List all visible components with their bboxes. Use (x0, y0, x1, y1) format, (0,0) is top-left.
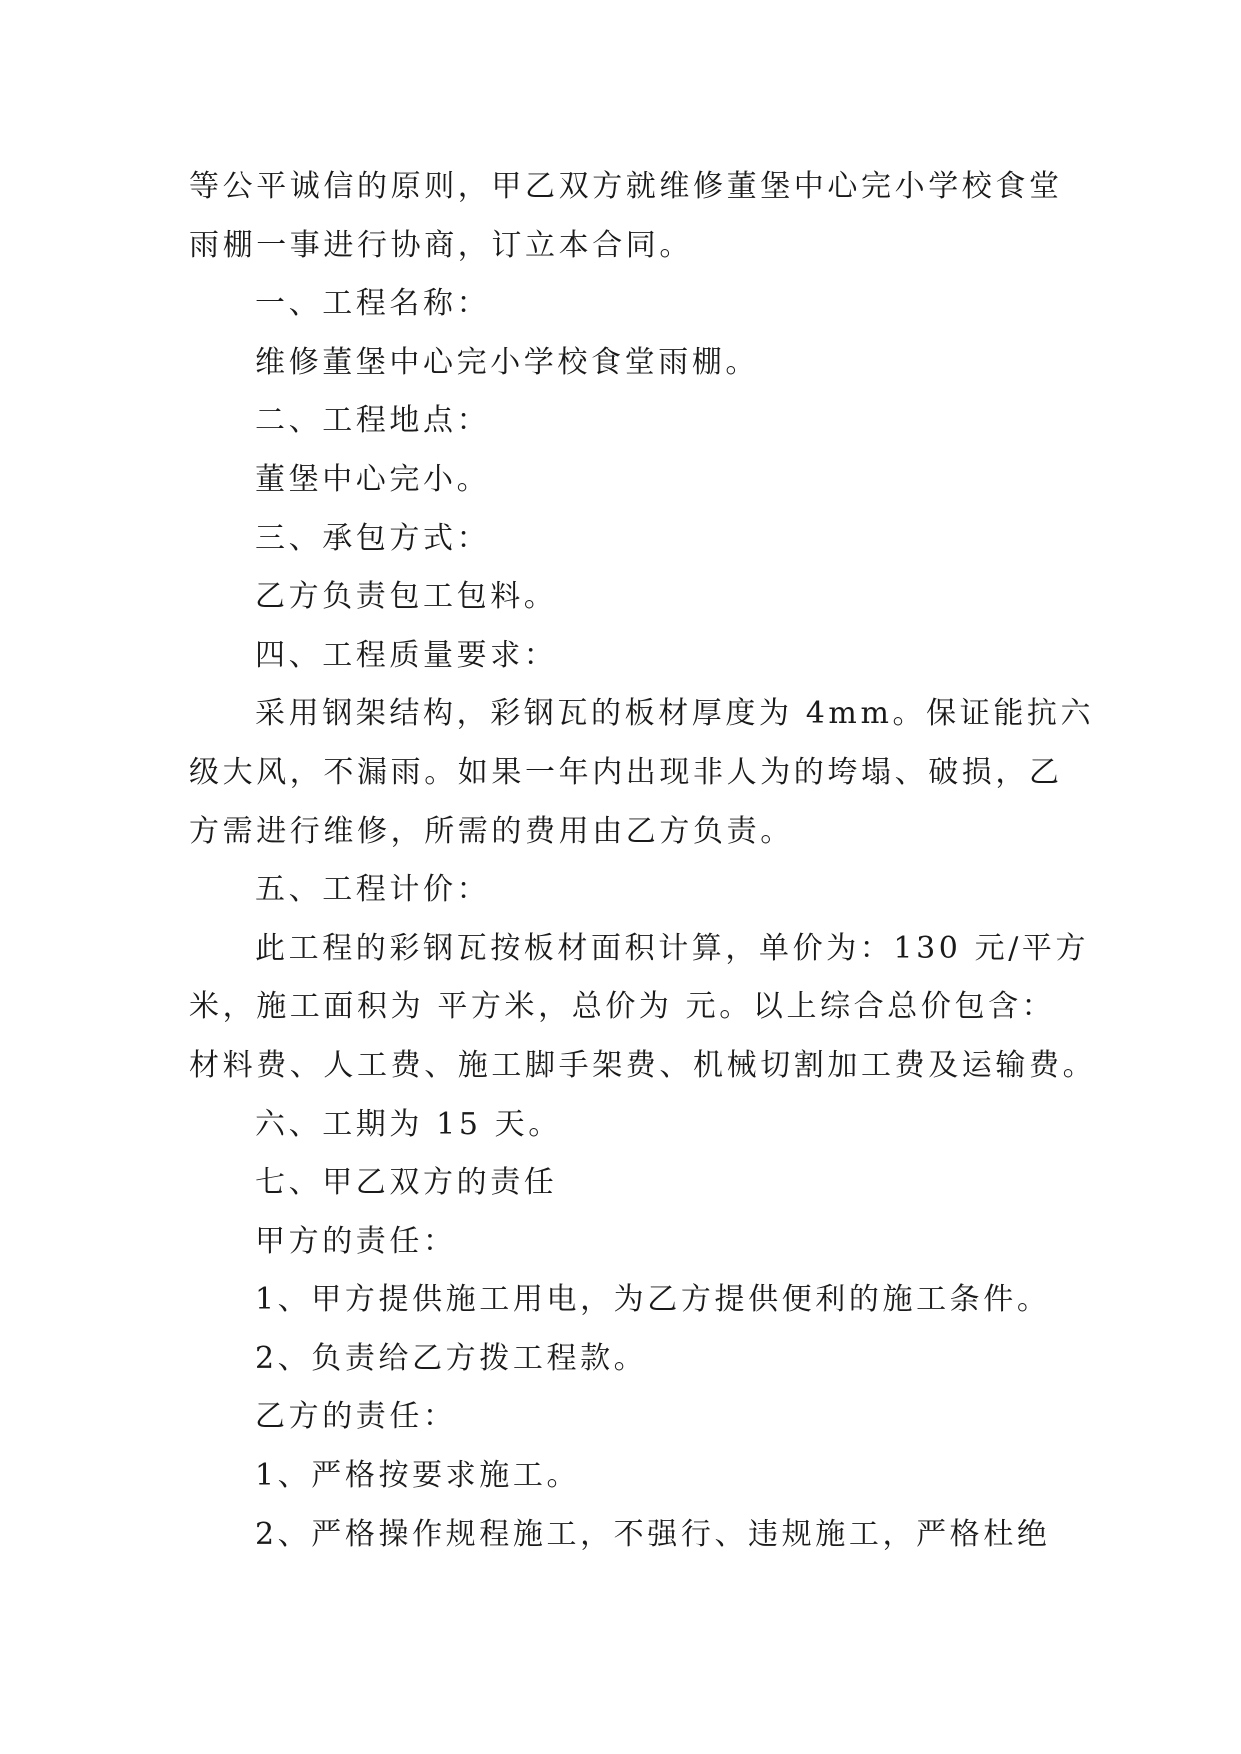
list-item: 2、负责给乙方拨工程款。 (255, 1340, 648, 1376)
section-heading: 三、承包方式： (255, 520, 491, 556)
text-line: 级大风，不漏雨。如果一年内出现非人为的垮塌、破损，乙 (189, 754, 1063, 790)
section-heading: 六、工期为 15 天。 (255, 1106, 562, 1142)
text-line: 此工程的彩钢瓦按板材面积计算，单价为：130 元/平方 (255, 930, 1090, 966)
list-item: 2、严格操作规程施工，不强行、违规施工，严格杜绝 (255, 1516, 1051, 1552)
text-line: 米，施工面积为 平方米，总价为 元。以上综合总价包含： (189, 989, 1056, 1025)
subsection-heading: 甲方的责任： (255, 1223, 457, 1259)
section-heading: 四、工程质量要求： (255, 637, 558, 673)
section-heading: 五、工程计价： (255, 872, 491, 908)
text-line: 材料费、人工费、施工脚手架费、机械切割加工费及运输费。 (189, 1047, 1097, 1083)
section-heading: 二、工程地点： (255, 403, 491, 439)
section-heading: 一、工程名称： (255, 286, 491, 322)
text-line: 采用钢架结构，彩钢瓦的板材厚度为 4mm。保证能抗六 (255, 696, 1095, 732)
text-line: 方需进行维修，所需的费用由乙方负责。 (189, 813, 794, 849)
text-line: 董堡中心完小。 (255, 461, 491, 497)
text-line: 维修董堡中心完小学校食堂雨棚。 (255, 344, 759, 380)
text-line: 等公平诚信的原则，甲乙双方就维修董堡中心完小学校食堂 (189, 169, 1063, 204)
text-line: 雨棚一事进行协商，订立本合同。 (189, 227, 693, 263)
section-heading: 七、甲乙双方的责任 (255, 1165, 558, 1201)
text-line: 乙方负责包工包料。 (255, 579, 558, 615)
list-item: 1、严格按要求施工。 (255, 1458, 581, 1494)
document-body (189, 158, 1097, 1564)
subsection-heading: 乙方的责任： (255, 1399, 457, 1435)
list-item: 1、甲方提供施工用电，为乙方提供便利的施工条件。 (255, 1282, 1051, 1318)
